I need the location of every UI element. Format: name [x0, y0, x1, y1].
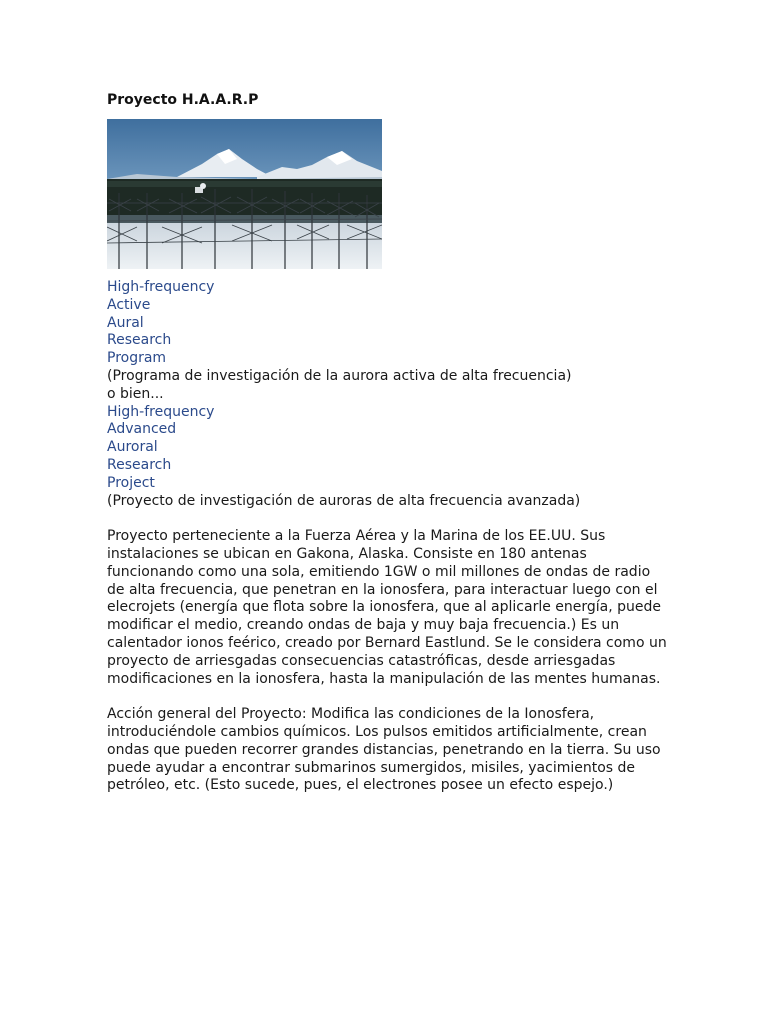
acronym-line: Research — [107, 456, 172, 473]
acronym-line: Active — [107, 296, 151, 313]
paragraph-line: instalaciones se ubican en Gakona, Alaska. Consiste en 180 antenas — [107, 545, 587, 562]
acronym-line: Advanced — [107, 421, 177, 438]
acronym-line: Research — [107, 332, 172, 349]
translation-line: (Proyecto de investigación de auroras de alta frecuencia avanzada) — [107, 492, 581, 509]
translation-line: (Programa de investigación de la aurora activa de alta frecuencia) — [107, 367, 572, 384]
haarp-antenna-field-photo — [107, 119, 382, 269]
document-title: Proyecto H.A.A.R.P — [107, 92, 259, 108]
acronym-line: Aural — [107, 314, 144, 331]
paragraph-line: elecrojets (energía que flota sobre la ionosfera, que al aplicarle energía, puede — [107, 599, 662, 616]
acronym-line: Auroral — [107, 439, 158, 456]
paragraph-line: calentador ionos feérico, creado por Bernard Eastlund. Se le considera como un — [107, 634, 667, 651]
acronym-line: High-frequency — [107, 403, 215, 420]
paragraph-line: introduciéndole cambios químicos. Los pulsos emitidos artificialmente, crean — [107, 723, 647, 740]
acronym-line: High-frequency — [107, 279, 215, 295]
paragraph-description — [107, 528, 667, 688]
paragraph-line: Proyecto perteneciente a la Fuerza Aérea y la Marina de los EE.UU. Sus — [107, 528, 606, 545]
acronym-block — [107, 279, 667, 510]
paragraph-line: modificar el medio, creando ondas de baja y muy baja frecuencia.) Es un — [107, 617, 620, 634]
acronym-line: Project — [107, 474, 155, 491]
paragraph-line: puede ayudar a encontrar submarinos sumergidos, misiles, yacimientos de — [107, 759, 636, 776]
paragraph-line: modificaciones en la ionosfera, hasta la manipulación de las mentes humanas. — [107, 670, 661, 687]
document-page — [107, 90, 667, 795]
paragraph-line: funcionando como una sola, emitiendo 1GW o mil millones de ondas de radio — [107, 563, 651, 580]
acronym-line: Program — [107, 350, 167, 367]
paragraph-line: Acción general del Proyecto: Modifica las condiciones de la Ionosfera, — [107, 706, 595, 723]
paragraph-line: de alta frecuencia, que penetran en la ionosfera, para interactuar luego con el — [107, 581, 658, 598]
paragraph-line: petróleo, etc. (Esto sucede, pues, el electrones posee un efecto espejo.) — [107, 777, 614, 794]
paragraph-line: ondas que pueden recorrer grandes distancias, penetrando en la tierra. Su uso — [107, 741, 661, 758]
paragraph-general-action — [107, 706, 667, 795]
connector-line: o bien... — [107, 385, 164, 402]
paragraph-line: proyecto de arriesgadas consecuencias catastróficas, desde arriesgadas — [107, 652, 616, 669]
